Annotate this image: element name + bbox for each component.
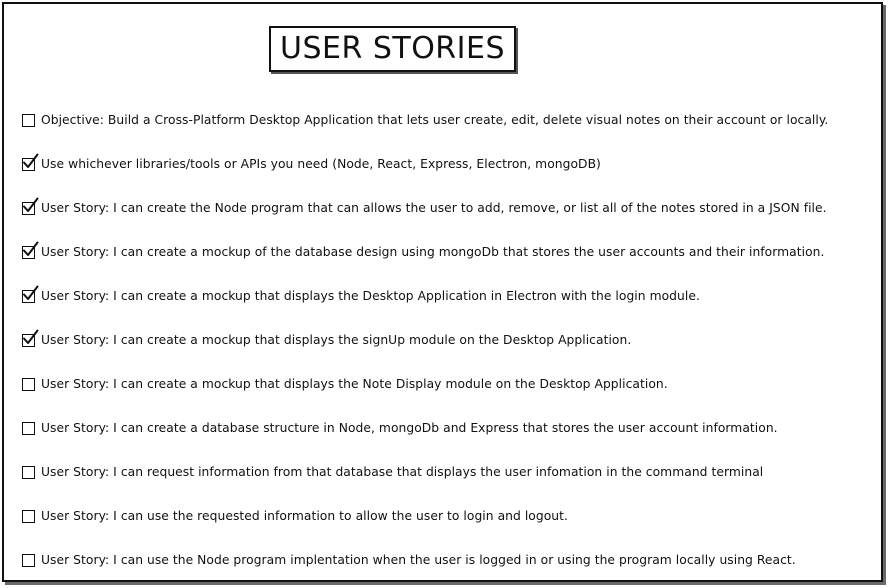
story-item-react-implementation[interactable] bbox=[22, 551, 796, 569]
story-label: User Story: I can create a mockup of the database design using mongoDb that stores the user accounts and their information. bbox=[41, 245, 825, 259]
story-item-objective[interactable] bbox=[22, 111, 828, 129]
check-icon bbox=[22, 241, 39, 258]
story-label: User Story: I can create a mockup that displays the signUp module on the Desktop Application. bbox=[41, 333, 632, 347]
story-item-database-structure[interactable] bbox=[22, 419, 778, 437]
checkbox[interactable] bbox=[22, 466, 35, 479]
story-label: User Story: I can use the requested information to allow the user to login and logout. bbox=[41, 509, 568, 523]
story-item-request-information[interactable] bbox=[22, 463, 763, 481]
checkbox[interactable] bbox=[22, 334, 35, 347]
checkbox[interactable] bbox=[22, 202, 35, 215]
story-label: User Story: I can request information from that database that displays the user infomation in the command terminal bbox=[41, 465, 764, 479]
checkbox[interactable] bbox=[22, 114, 35, 127]
check-icon bbox=[22, 329, 39, 346]
story-item-login-mockup[interactable] bbox=[22, 287, 700, 305]
story-item-database-mockup[interactable] bbox=[22, 243, 824, 261]
page-title: USER STORIES bbox=[269, 26, 516, 72]
check-icon bbox=[22, 285, 39, 302]
story-label: User Story: I can use the Node program implentation when the user is logged in or using the program locally using React. bbox=[41, 553, 796, 567]
story-item-node-program[interactable] bbox=[22, 199, 827, 217]
story-label: Objective: Build a Cross-Platform Desktop Application that lets user create, edit, delete visual notes on their account or locally. bbox=[41, 113, 829, 127]
story-item-signup-mockup[interactable] bbox=[22, 331, 631, 349]
check-icon bbox=[22, 197, 39, 214]
story-item-note-display-mockup[interactable] bbox=[22, 375, 668, 393]
story-label: User Story: I can create a database structure in Node, mongoDb and Express that stores the user account information. bbox=[41, 421, 778, 435]
story-item-libraries[interactable] bbox=[22, 155, 601, 173]
checkbox[interactable] bbox=[22, 422, 35, 435]
checkbox[interactable] bbox=[22, 158, 35, 171]
checkbox[interactable] bbox=[22, 290, 35, 303]
story-label: User Story: I can create a mockup that displays the Desktop Application in Electron with the login module. bbox=[41, 289, 700, 303]
story-label: Use whichever libraries/tools or APIs you need (Node, React, Express, Electron, mongoDB) bbox=[41, 157, 601, 171]
check-icon bbox=[22, 153, 39, 170]
checkbox[interactable] bbox=[22, 554, 35, 567]
checkbox[interactable] bbox=[22, 378, 35, 391]
story-item-login-logout[interactable] bbox=[22, 507, 568, 525]
story-label: User Story: I can create the Node program that can allows the user to add, remove, or list all of the notes stored in a JSON file. bbox=[41, 201, 827, 215]
checkbox[interactable] bbox=[22, 246, 35, 259]
story-label: User Story: I can create a mockup that displays the Note Display module on the Desktop Application. bbox=[41, 377, 668, 391]
checkbox[interactable] bbox=[22, 510, 35, 523]
